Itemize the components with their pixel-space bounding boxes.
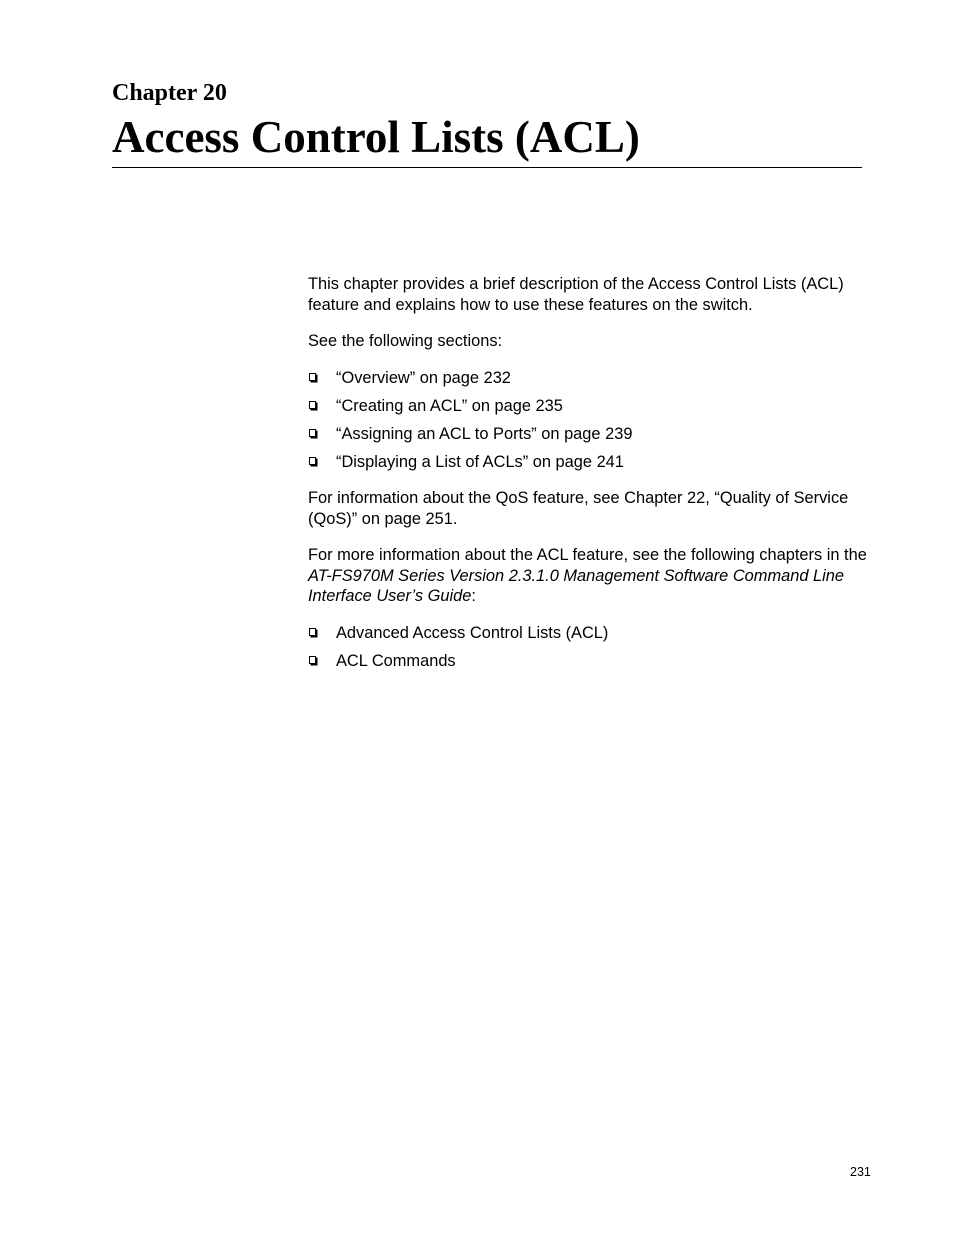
guide-title: AT-FS970M Series Version 2.3.1.0 Management Software Command Line Interface User’s Guide — [308, 566, 844, 605]
list-item-label: ACL Commands — [336, 651, 456, 670]
section-list — [308, 368, 873, 473]
checkbox-bullet-icon — [309, 373, 316, 381]
list-item-label: “Assigning an ACL to Ports” on page 239 — [336, 424, 633, 443]
more-info-suffix: : — [471, 587, 476, 605]
list-item-label: “Creating an ACL” on page 235 — [336, 396, 563, 415]
chapter-item-advanced-acl — [308, 623, 873, 644]
chapter-label: Chapter 20 — [112, 80, 227, 106]
list-item-label: Advanced Access Control Lists (ACL) — [336, 623, 609, 642]
checkbox-bullet-icon — [309, 429, 316, 437]
chapter-list — [308, 623, 873, 672]
intro-paragraph: This chapter provides a brief description of the Access Control Lists (ACL) feature and explains how to use these features on the switch. — [308, 275, 844, 314]
page-number: 231 — [850, 1165, 871, 1179]
checkbox-bullet-icon — [309, 628, 316, 636]
section-link-overview[interactable] — [308, 368, 873, 389]
sections-lead: See the following sections: — [308, 332, 503, 350]
chapter-item-acl-commands — [308, 651, 873, 672]
list-item-label: “Displaying a List of ACLs” on page 241 — [336, 452, 624, 471]
section-link-displaying-acls[interactable] — [308, 452, 873, 473]
checkbox-bullet-icon — [309, 401, 316, 409]
more-info-paragraph — [308, 545, 873, 607]
section-link-creating-acl[interactable] — [308, 396, 873, 417]
title-divider — [112, 167, 862, 168]
section-link-assigning-acl[interactable] — [308, 424, 873, 445]
chapter-body — [308, 274, 873, 687]
more-info-prefix: For more information about the ACL feature, see the following chapters in the — [308, 546, 867, 564]
checkbox-bullet-icon — [309, 656, 316, 664]
qos-note-paragraph: For information about the QoS feature, see Chapter 22, “Quality of Service (QoS)” on page 251. — [308, 489, 849, 528]
page-title: Access Control Lists (ACL) — [112, 112, 640, 162]
checkbox-bullet-icon — [309, 457, 316, 465]
list-item-label: “Overview” on page 232 — [336, 368, 511, 387]
